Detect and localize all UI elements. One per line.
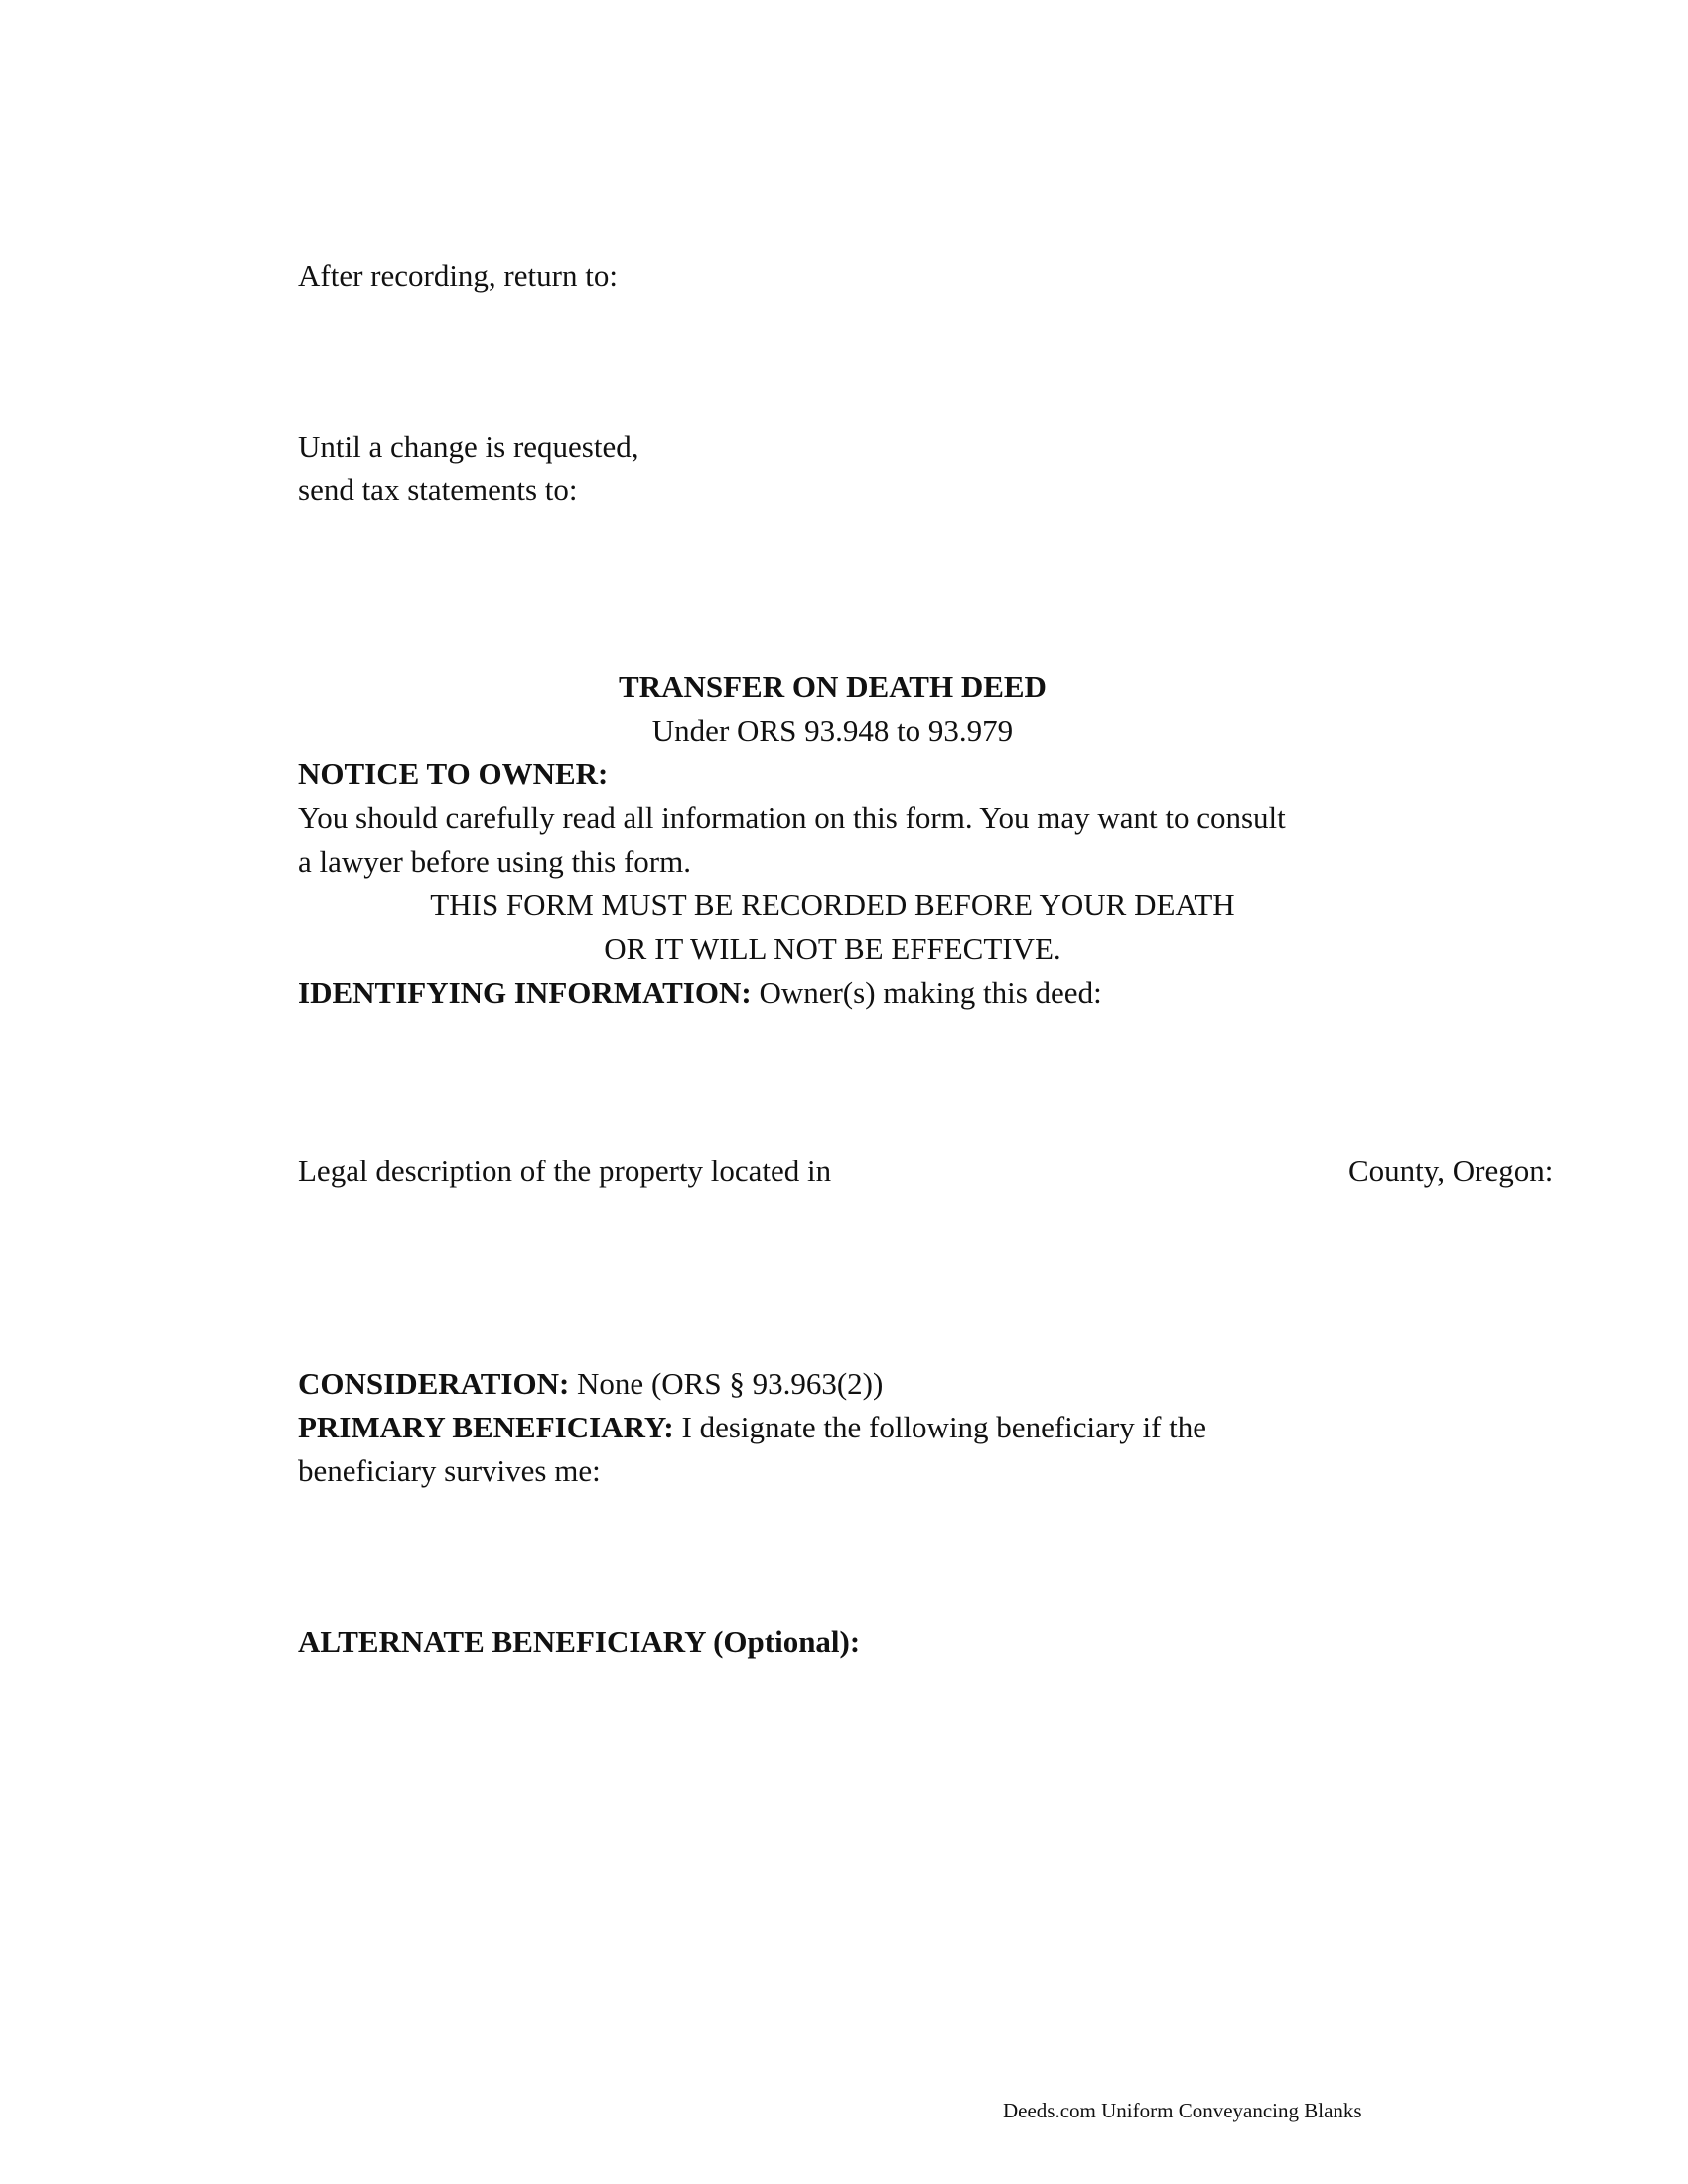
notice-text-line2: a lawyer before using this form.	[298, 844, 691, 879]
primary-beneficiary-text: I designate the following beneficiary if the	[673, 1410, 1207, 1444]
legal-description-prefix: Legal description of the property located in	[298, 1154, 832, 1188]
consideration-heading: CONSIDERATION:	[298, 1366, 570, 1401]
consideration-line	[298, 1364, 883, 1404]
primary-beneficiary-heading: PRIMARY BENEFICIARY:	[298, 1410, 674, 1444]
notice-text-line1: You should carefully read all information on this form. You may want to consult	[298, 800, 1286, 835]
return-to-label: After recording, return to:	[298, 258, 618, 293]
recording-warning-line2: OR IT WILL NOT BE EFFECTIVE.	[604, 931, 1061, 966]
legal-description-line	[298, 1152, 1554, 1191]
primary-beneficiary-line1	[298, 1408, 1206, 1447]
tax-statement-label-line2: send tax statements to:	[298, 473, 578, 507]
notice-heading: NOTICE TO OWNER:	[298, 756, 609, 791]
identifying-information	[298, 973, 1102, 1013]
identifying-text: Owner(s) making this deed:	[751, 975, 1102, 1010]
document-title: TRANSFER ON DEATH DEED	[619, 669, 1047, 704]
identifying-heading: IDENTIFYING INFORMATION:	[298, 975, 752, 1010]
page-footer: Deeds.com Uniform Conveyancing Blanks	[1003, 2099, 1362, 2122]
alternate-beneficiary-heading: ALTERNATE BENEFICIARY (Optional):	[298, 1624, 861, 1659]
document-subtitle: Under ORS 93.948 to 93.979	[651, 713, 1014, 748]
recording-warning-line1: THIS FORM MUST BE RECORDED BEFORE YOUR DEATH	[430, 887, 1235, 922]
consideration-text: None (ORS § 93.963(2))	[569, 1366, 884, 1401]
primary-beneficiary-line2: beneficiary survives me:	[298, 1453, 601, 1488]
tax-statement-label-line1: Until a change is requested,	[298, 429, 639, 464]
county-oregon-label: County, Oregon:	[1348, 1154, 1554, 1188]
